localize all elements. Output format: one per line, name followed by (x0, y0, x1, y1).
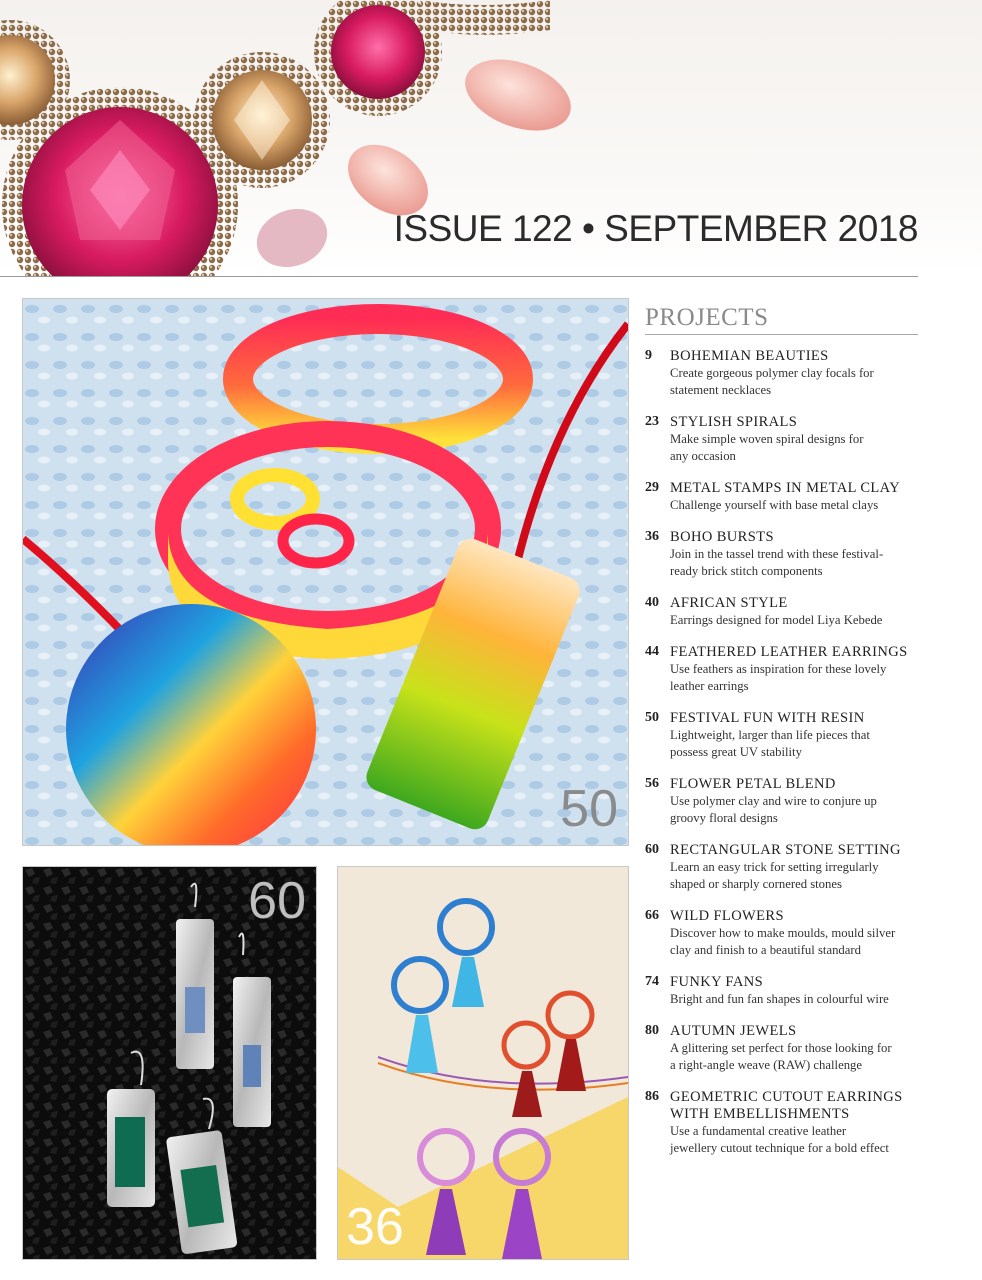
project-description: Use feathers as inspiration for these lovely (670, 662, 887, 676)
project-page-number: 23 (645, 414, 659, 429)
project-title: AFRICAN STYLE (670, 595, 788, 611)
project-description: clay and finish to a beautiful standard (670, 943, 861, 957)
project-page-number: 74 (645, 974, 659, 989)
project-page-number: 66 (645, 908, 659, 923)
project-entry[interactable] (645, 842, 918, 893)
project-page-number: 80 (645, 1023, 659, 1038)
header-divider (0, 276, 918, 277)
project-page-number: 44 (645, 644, 659, 659)
project-entry[interactable] (645, 908, 918, 959)
project-page-number: 29 (645, 480, 659, 495)
project-title: FLOWER PETAL BLEND (670, 776, 836, 792)
resin-jewellery-photo (22, 298, 629, 846)
project-entry[interactable] (645, 348, 918, 399)
project-description: Use a fundamental creative leather (670, 1124, 847, 1138)
project-description: ready brick stitch components (670, 564, 823, 578)
page-number-36: 36 (346, 1198, 404, 1256)
header-banner (0, 0, 982, 276)
page-number-60: 60 (248, 872, 306, 930)
project-page-number: 60 (645, 842, 659, 857)
project-entry[interactable] (645, 414, 918, 465)
project-description: jewellery cutout technique for a bold effect (670, 1141, 889, 1155)
project-page-number: 36 (645, 529, 659, 544)
project-entry[interactable] (645, 595, 918, 629)
project-description: shaped or sharply cornered stones (670, 877, 842, 891)
page-number-50: 50 (560, 780, 618, 838)
project-page-number: 9 (645, 348, 652, 363)
project-title: BOHEMIAN BEAUTIES (670, 348, 829, 364)
project-title: FESTIVAL FUN WITH RESIN (670, 710, 865, 726)
project-title: STYLISH SPIRALS (670, 414, 798, 430)
project-description: leather earrings (670, 679, 749, 693)
project-title: METAL STAMPS IN METAL CLAY (670, 480, 901, 496)
project-page-number: 40 (645, 595, 659, 610)
project-description: Earrings designed for model Liya Kebede (670, 613, 883, 627)
project-page-number: 50 (645, 710, 659, 725)
project-description: A glittering set perfect for those looking for (670, 1041, 892, 1055)
project-description: statement necklaces (670, 383, 772, 397)
project-title: RECTANGULAR STONE SETTING (670, 842, 901, 858)
project-entry[interactable] (645, 529, 918, 580)
project-description: Learn an easy trick for setting irregularly (670, 860, 879, 874)
project-description: Make simple woven spiral designs for (670, 432, 864, 446)
project-title: FUNKY FANS (670, 974, 764, 990)
project-description: possess great UV stability (670, 745, 802, 759)
project-description: a right-angle weave (RAW) challenge (670, 1058, 863, 1072)
project-entry[interactable] (645, 974, 918, 1008)
project-description: Use polymer clay and wire to conjure up (670, 794, 877, 808)
project-description: Lightweight, larger than life pieces that (670, 728, 870, 742)
project-title: WITH EMBELLISHMENTS (670, 1106, 850, 1122)
project-description: Join in the tassel trend with these festival- (670, 547, 884, 561)
project-entry[interactable] (645, 480, 918, 514)
project-entry[interactable] (645, 776, 918, 827)
project-description: Bright and fun fan shapes in colourful wire (670, 992, 889, 1006)
project-description: Discover how to make moulds, mould silver (670, 926, 896, 940)
stone-setting-earrings-photo (22, 866, 317, 1260)
issue-title: ISSUE 122 • SEPTEMBER 2018 (393, 208, 918, 249)
projects-heading: PROJECTS (645, 304, 918, 335)
project-page-number: 86 (645, 1089, 659, 1104)
project-entry[interactable] (645, 710, 918, 761)
project-entry[interactable] (645, 644, 918, 695)
projects-list (645, 304, 918, 1157)
project-title: BOHO BURSTS (670, 529, 774, 545)
project-description: groovy floral designs (670, 811, 778, 825)
project-description: Challenge yourself with base metal clays (670, 498, 879, 512)
resin-jewellery-image (23, 299, 628, 845)
project-page-number: 56 (645, 776, 659, 791)
project-title: GEOMETRIC CUTOUT EARRINGS (670, 1089, 903, 1105)
project-entry[interactable] (645, 1023, 918, 1074)
project-description: Create gorgeous polymer clay focals for (670, 366, 874, 380)
project-title: WILD FLOWERS (670, 908, 784, 924)
project-title: FEATHERED LEATHER EARRINGS (670, 644, 908, 660)
project-entry[interactable] (645, 1089, 918, 1157)
project-title: AUTUMN JEWELS (670, 1023, 797, 1039)
tassel-earrings-photo (337, 866, 629, 1260)
project-description: any occasion (670, 449, 736, 463)
